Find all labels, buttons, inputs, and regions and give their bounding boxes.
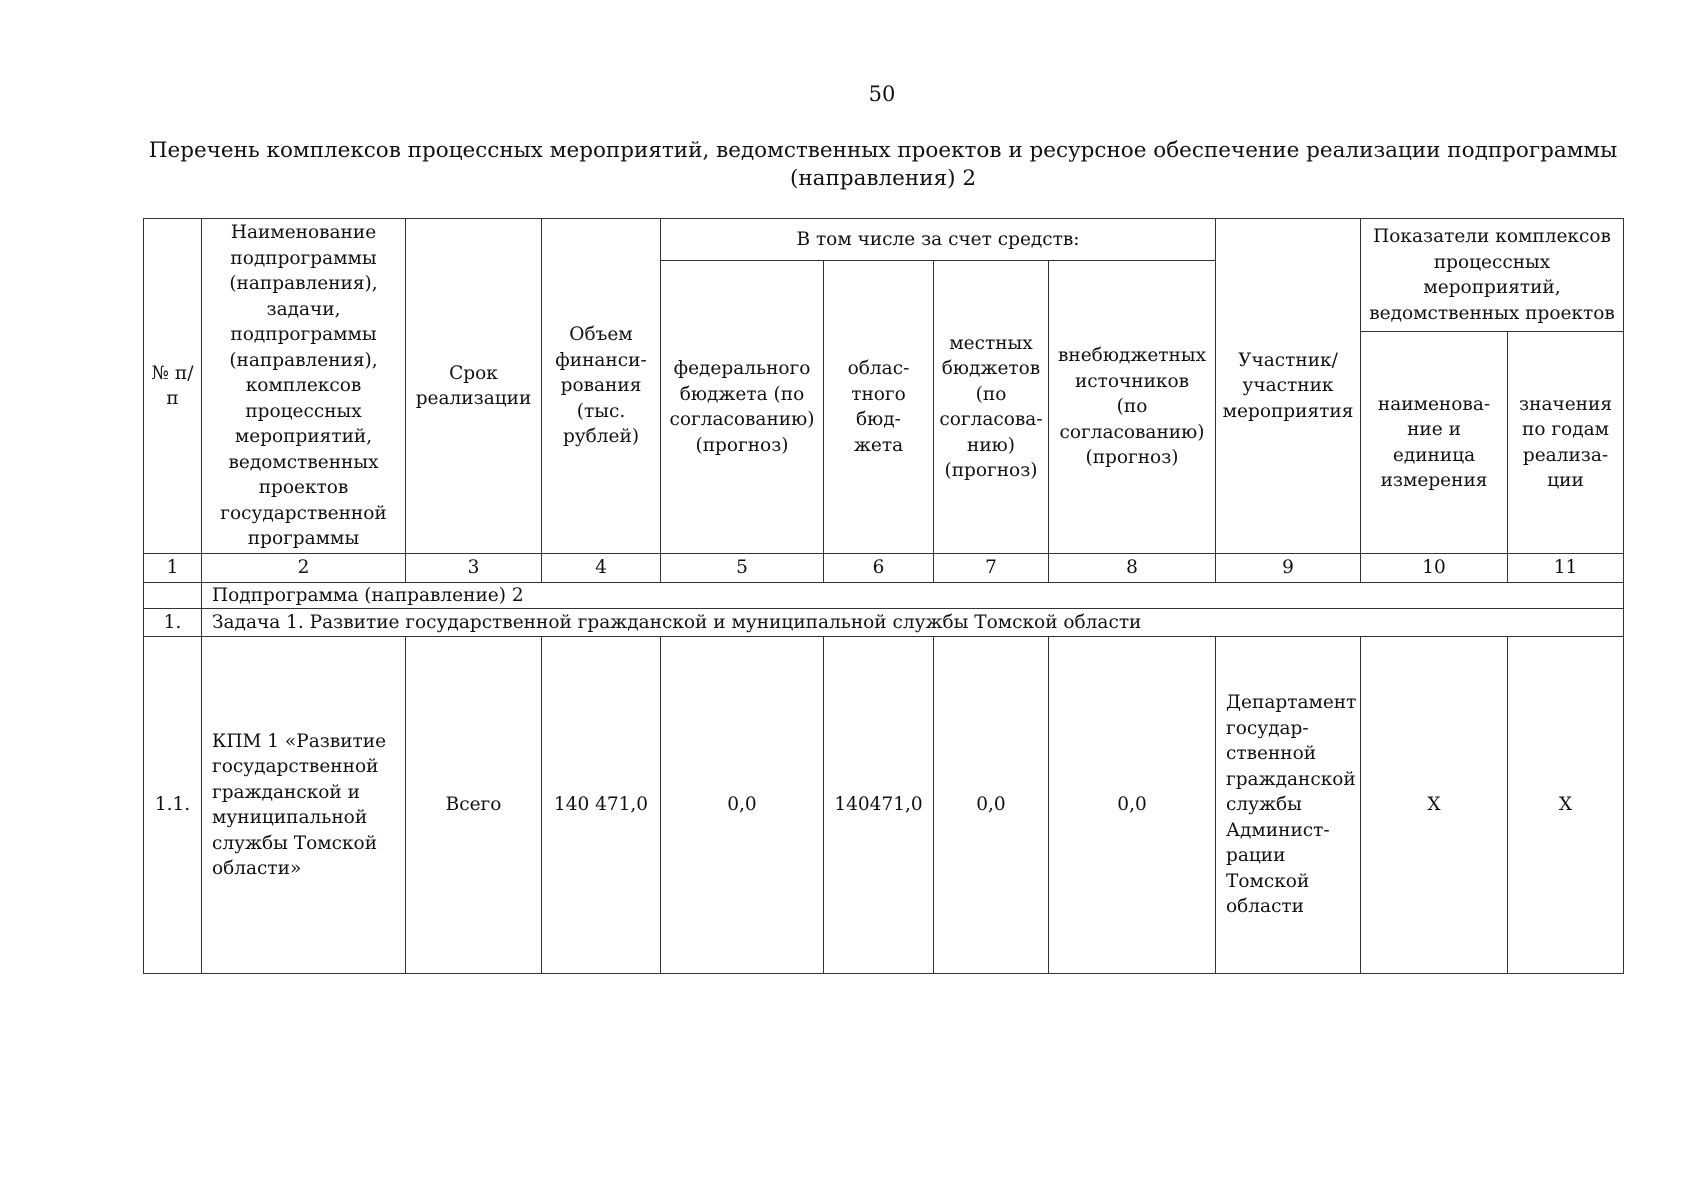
- row-regional: 140471,0: [824, 637, 934, 974]
- col-num-8: 8: [1049, 554, 1216, 583]
- text-line: согласова-: [939, 409, 1043, 430]
- header-federal: [661, 261, 824, 554]
- text-line: источников: [1074, 370, 1190, 392]
- text-line: бюджетов: [941, 358, 1041, 379]
- text-line: гражданской и: [212, 781, 360, 803]
- text-line: участник: [1242, 375, 1334, 397]
- row-extra: 0,0: [1049, 637, 1216, 974]
- row-participant: [1216, 637, 1361, 974]
- header-indicators: [1361, 219, 1624, 332]
- text-line: (прогноз): [944, 460, 1038, 481]
- text-line: государственной: [220, 502, 387, 524]
- text-line: (направления),: [229, 273, 378, 295]
- text-line: мероприятий,: [1423, 277, 1561, 298]
- row-ind-values: Х: [1508, 637, 1624, 974]
- text-line: ведомственных проектов: [1369, 302, 1615, 324]
- text-line: муниципальной: [212, 807, 368, 828]
- subprogram-label: Подпрограмма (направление) 2: [202, 583, 1624, 609]
- header-ind-name: [1361, 332, 1508, 554]
- header-num: № п/п: [144, 219, 202, 554]
- text-line: мероприятий,: [234, 426, 373, 448]
- text-line: единица: [1392, 444, 1476, 466]
- text-line: реализа-: [1522, 444, 1609, 466]
- text-line: КПМ 1 «Развитие: [212, 730, 387, 752]
- text-line: (прогноз): [1085, 447, 1179, 469]
- task-row: [144, 609, 1624, 637]
- text-line: области: [1226, 896, 1304, 918]
- text-line: подпрограммы: [230, 324, 377, 346]
- text-line: Наименование: [230, 222, 377, 244]
- program-table: [143, 218, 1624, 974]
- text-line: (по: [1116, 396, 1148, 418]
- text-line: Показатели комплексов: [1373, 226, 1611, 247]
- text-line: (прогноз): [695, 434, 789, 456]
- col-num-6: 6: [824, 554, 934, 583]
- text-line: внебюджетных: [1057, 345, 1207, 367]
- text-line: Срок: [449, 362, 498, 384]
- text-line: задачи,: [266, 298, 341, 320]
- task-text: Задача 1. Развитие государственной гражданской и муниципальной службы Томской области: [202, 609, 1624, 637]
- header-extra: [1049, 261, 1216, 554]
- text-line: рования: [560, 375, 642, 397]
- text-line: государственной: [212, 756, 379, 777]
- text-line: процессных: [245, 400, 362, 422]
- text-line: согласованию): [1059, 421, 1205, 443]
- text-line: области»: [212, 858, 302, 879]
- text-line: Админист-: [1226, 819, 1330, 841]
- header-including: В том числе за счет средств:: [661, 219, 1216, 261]
- col-num-7: 7: [934, 554, 1049, 583]
- table-row: [144, 637, 1624, 974]
- text-line: измерения: [1380, 470, 1488, 491]
- text-line: нию): [967, 434, 1015, 456]
- header-regional: [824, 261, 934, 554]
- text-line: подпрограммы: [230, 247, 377, 269]
- text-line: (тыс.: [576, 400, 626, 422]
- text-line: рации: [1226, 845, 1286, 867]
- text-line: Участник/: [1238, 349, 1338, 371]
- row-volume: 140 471,0: [542, 637, 661, 974]
- text-line: облас-: [847, 358, 910, 379]
- header-row-1: [144, 219, 1624, 261]
- task-num: 1.: [144, 609, 202, 637]
- row-local: 0,0: [934, 637, 1049, 974]
- row-num: 1.1.: [144, 637, 202, 974]
- text-line: Томской: [1226, 870, 1310, 892]
- text-line: проектов: [258, 477, 349, 499]
- header-volume: [542, 219, 661, 554]
- subprogram-num: [144, 583, 202, 609]
- text-line: службы: [1226, 794, 1302, 816]
- text-line: государ-: [1226, 717, 1309, 739]
- row-federal: 0,0: [661, 637, 824, 974]
- text-line: реализации: [415, 388, 532, 409]
- text-line: рублей): [562, 426, 640, 448]
- text-line: (направления),: [229, 349, 378, 371]
- header-local: [934, 261, 1049, 554]
- title-line-1: Перечень комплексов процессных мероприятий, ведомственных проектов и ресурсное обеспечение реализации подпрограммы: [148, 138, 1618, 163]
- text-line: ние и: [1407, 419, 1461, 440]
- page-title: [143, 137, 1623, 193]
- text-line: Департамент: [1226, 692, 1357, 714]
- row-term: Всего: [406, 637, 542, 974]
- subprogram-row: [144, 583, 1624, 609]
- col-num-2: 2: [202, 554, 406, 583]
- col-num-11: 11: [1508, 554, 1624, 583]
- text-line: финанси-: [555, 349, 647, 371]
- text-line: программы: [247, 528, 360, 550]
- text-line: тного: [851, 383, 906, 405]
- text-line: жета: [853, 434, 904, 456]
- col-num-5: 5: [661, 554, 824, 583]
- text-line: бюд-: [856, 409, 901, 430]
- row-ind-name: Х: [1361, 637, 1508, 974]
- row-name: [202, 637, 406, 974]
- text-line: местных: [949, 332, 1033, 354]
- col-num-3: 3: [406, 554, 542, 583]
- text-line: федерального: [673, 358, 811, 379]
- col-num-9: 9: [1216, 554, 1361, 583]
- header-participant: [1216, 219, 1361, 554]
- text-line: наименова-: [1377, 393, 1491, 415]
- text-line: ции: [1547, 470, 1584, 491]
- text-line: согласованию): [669, 409, 815, 430]
- header-ind-values: [1508, 332, 1624, 554]
- text-line: ственной: [1226, 743, 1317, 765]
- header-term: [406, 219, 542, 554]
- text-line: процессных: [1433, 251, 1551, 273]
- col-num-4: 4: [542, 554, 661, 583]
- text-line: службы Томской: [212, 832, 378, 854]
- text-line: (по: [975, 383, 1007, 405]
- text-line: Объем: [569, 324, 633, 346]
- column-number-row: [144, 554, 1624, 583]
- text-line: бюджета (по: [679, 383, 805, 405]
- text-line: мероприятия: [1222, 400, 1354, 422]
- page-number: 50: [868, 82, 896, 106]
- text-line: по годам: [1522, 419, 1610, 440]
- text-line: комплексов: [245, 375, 362, 397]
- col-num-10: 10: [1361, 554, 1508, 583]
- text-line: ведомственных: [228, 451, 379, 473]
- text-line: значения: [1519, 393, 1612, 415]
- col-num-1: 1: [144, 554, 202, 583]
- header-name: [202, 219, 406, 554]
- title-line-2: (направления) 2: [789, 166, 977, 191]
- text-line: гражданской: [1226, 768, 1356, 790]
